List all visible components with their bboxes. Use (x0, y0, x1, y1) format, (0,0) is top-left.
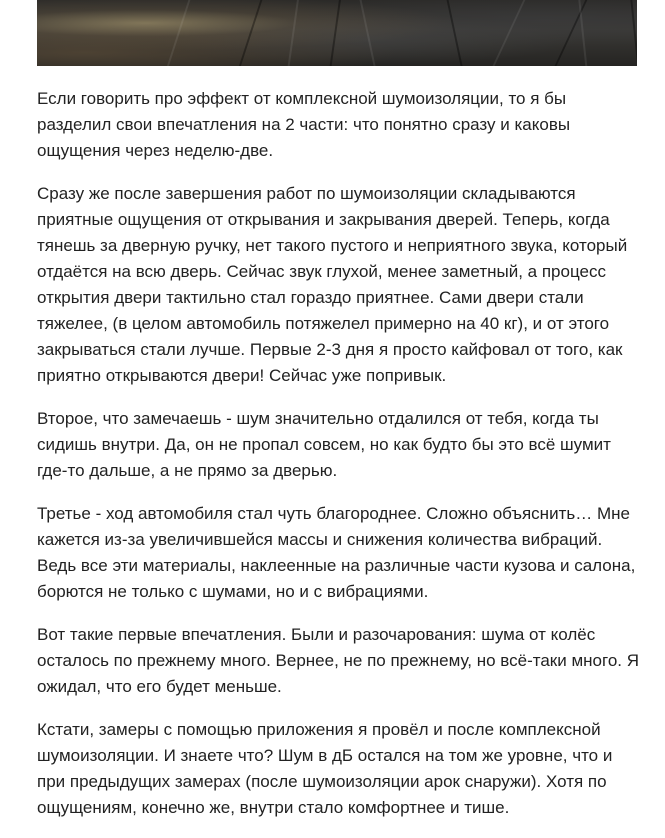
article-paragraph: Сразу же после завершения работ по шумоизоляции складываются приятные ощущения от открывания и закрывания дверей. Теперь, когда тянешь за дверную ручку, нет такого пустого и неприятного звука, который отдаётся на всю дверь. Сейчас звук глухой, менее заметный, а процесс открытия двери тактильно стал гораздо приятнее. Сами двери стали тяжелее, (в целом автомобиль потяжелел примерно на 40 кг), и от этого закрываться стали лучше. Первые 2-3 дня я просто кайфовал от того, как приятно открываются двери! Сейчас уже попривык. (37, 184, 628, 385)
article-paragraph: Вот такие первые впечатления. Были и разочарования: шума от колёс осталось по прежнему много. Вернее, не по прежнему, но всё-таки много. Я ожидал, что его будет меньше. (37, 625, 639, 696)
photo-texture (357, 0, 465, 66)
article-paragraph: Если говорить про эффект от комплексной шумоизоляции, то я бы разделил свои впечатления на 2 части: что понятно сразу и каковы ощущения через неделю-две. (37, 89, 571, 160)
article-body (37, 86, 641, 838)
article-paragraph: Второе, что замечаешь - шум значительно отдалился от тебя, когда ты сидишь внутри. Да, он не пропал совсем, но как будто бы это всё шумит где-то дальше, а не прямо за дверью. (37, 409, 611, 480)
article-paragraph: Кстати, замеры с помощью приложения я провёл и после комплексной шумоизоляции. И знаете что? Шум в дБ остался на том же уровне, что и при предыдущих замерах (после шумоизоляции арок снаружи). Хотя по ощущениям, конечно же, внутри стало комфортнее и тише. (37, 720, 613, 817)
article-photo (37, 0, 637, 66)
photo-texture (577, 0, 637, 66)
photo-texture (162, 0, 265, 66)
photo-texture (486, 0, 592, 66)
article-paragraph: Третье - ход автомобиля стал чуть благороднее. Сложно объяснить… Мне кажется из-за увеличившейся массы и снижения количества вибраций. Ведь все эти материалы, наклеенные на различные части кузова и салона, борются не только с шумами, но и с вибрациями. (37, 504, 636, 601)
photo-texture (286, 0, 343, 66)
